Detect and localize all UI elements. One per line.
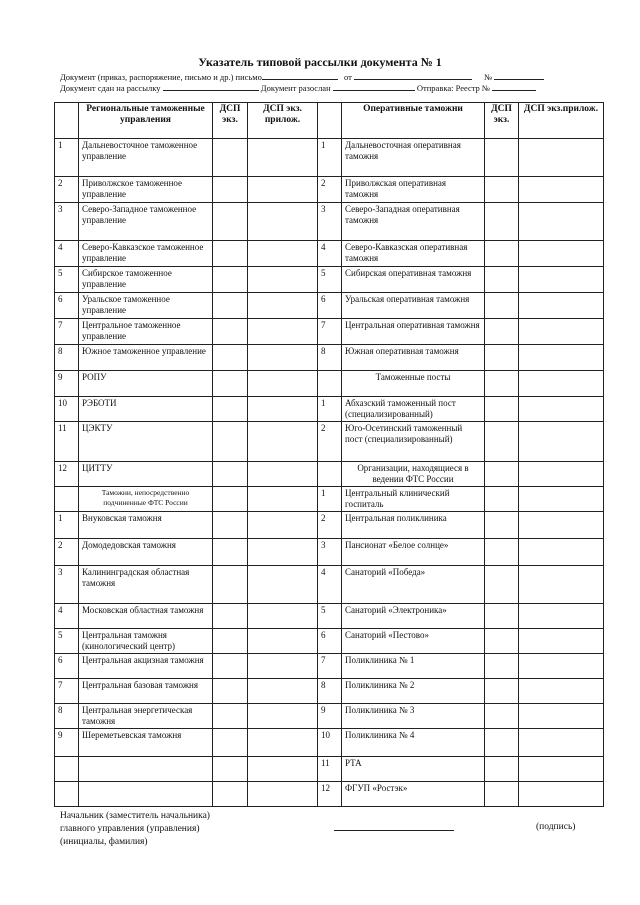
row-number-right: 6 bbox=[318, 629, 342, 654]
row-number-left: 1 bbox=[55, 139, 79, 177]
dsp-copies-left-cell[interactable] bbox=[213, 397, 248, 422]
dsp-attachments-left-cell[interactable] bbox=[248, 604, 318, 629]
number-label: № bbox=[484, 72, 493, 82]
row-number-left: 6 bbox=[55, 293, 79, 319]
row-number-right: 8 bbox=[318, 345, 342, 371]
dsp-copies-left-cell[interactable] bbox=[213, 512, 248, 539]
dsp-attachments-left-cell[interactable] bbox=[248, 539, 318, 566]
dsp-copies-left-cell[interactable] bbox=[213, 757, 248, 782]
dsp-attachments-right-cell[interactable] bbox=[519, 371, 604, 397]
row-number-left: 12 bbox=[55, 462, 79, 487]
distribution-table bbox=[54, 102, 604, 807]
dsp-attachments-left-cell[interactable] bbox=[248, 487, 318, 512]
dsp-copies-right-cell[interactable] bbox=[485, 566, 519, 604]
table-row bbox=[55, 654, 604, 679]
dsp-attachments-left-cell[interactable] bbox=[248, 371, 318, 397]
dsp-attachments-right-cell[interactable] bbox=[519, 203, 604, 241]
dsp-attachments-right-cell[interactable] bbox=[519, 729, 604, 757]
row-number-right: 11 bbox=[318, 757, 342, 782]
operative-office-name: РТА bbox=[342, 757, 485, 782]
table-row bbox=[55, 679, 604, 704]
dsp-copies-left-cell[interactable] bbox=[213, 462, 248, 487]
table-row bbox=[55, 757, 604, 782]
dsp-copies-right-cell[interactable] bbox=[485, 512, 519, 539]
dsp-attachments-right-cell[interactable] bbox=[519, 139, 604, 177]
dsp-copies-right-cell[interactable] bbox=[485, 139, 519, 177]
row-number-right: 4 bbox=[318, 566, 342, 604]
regional-office-name: ЦИТТУ bbox=[79, 462, 213, 487]
dsp-copies-left-cell[interactable] bbox=[213, 782, 248, 807]
dsp-copies-left-cell[interactable] bbox=[213, 704, 248, 729]
regional-office-name: Северо-Кавказское таможенное управление bbox=[79, 241, 213, 267]
table-row bbox=[55, 319, 604, 345]
dsp-attachments-left-cell[interactable] bbox=[248, 267, 318, 293]
header-regional: Региональные таможенные управления bbox=[79, 103, 213, 139]
regional-office-name: Приволжское таможенное управление bbox=[79, 177, 213, 203]
operative-office-name: Поликлиника № 2 bbox=[342, 679, 485, 704]
row-number-left: 4 bbox=[55, 241, 79, 267]
operative-office-name: Уральская оперативная таможня bbox=[342, 293, 485, 319]
dsp-attachments-left-cell[interactable] bbox=[248, 203, 318, 241]
header-num-left bbox=[55, 103, 79, 139]
doc-type-field[interactable] bbox=[262, 71, 338, 80]
regional-office-name: Центральная акцизная таможня bbox=[79, 654, 213, 679]
regional-office-name: Центральная таможня (кинологический центр) bbox=[79, 629, 213, 654]
signature-line[interactable] bbox=[334, 830, 454, 831]
regional-office-name: РОПУ bbox=[79, 371, 213, 397]
dsp-copies-right-cell[interactable] bbox=[485, 241, 519, 267]
dsp-copies-right-cell[interactable] bbox=[485, 679, 519, 704]
header-dsp-ekz-left: ДСП экз. bbox=[213, 103, 248, 139]
regional-office-name: Северо-Западное таможенное управление bbox=[79, 203, 213, 241]
row-number-right: 2 bbox=[318, 512, 342, 539]
row-number-left bbox=[55, 487, 79, 512]
dsp-attachments-right-cell[interactable] bbox=[519, 397, 604, 422]
operative-office-name: Санаторий «Победа» bbox=[342, 566, 485, 604]
dsp-copies-left-cell[interactable] bbox=[213, 422, 248, 462]
row-number-right bbox=[318, 371, 342, 397]
dsp-attachments-right-cell[interactable] bbox=[519, 293, 604, 319]
dsp-copies-left-cell[interactable] bbox=[213, 267, 248, 293]
row-number-right: 4 bbox=[318, 241, 342, 267]
dsp-attachments-right-cell[interactable] bbox=[519, 177, 604, 203]
regional-office-name: Южное таможенное управление bbox=[79, 345, 213, 371]
row-number-right: 9 bbox=[318, 704, 342, 729]
dsp-copies-left-cell[interactable] bbox=[213, 566, 248, 604]
dsp-attachments-left-cell[interactable] bbox=[248, 512, 318, 539]
operative-office-name: Санаторий «Пестово» bbox=[342, 629, 485, 654]
row-number-right: 2 bbox=[318, 177, 342, 203]
dsp-copies-left-cell[interactable] bbox=[213, 241, 248, 267]
dsp-attachments-left-cell[interactable] bbox=[248, 345, 318, 371]
dsp-attachments-left-cell[interactable] bbox=[248, 397, 318, 422]
regional-office-name: Дальневосточное таможенное управление bbox=[79, 139, 213, 177]
dsp-attachments-left-cell[interactable] bbox=[248, 704, 318, 729]
dsp-attachments-right-cell[interactable] bbox=[519, 704, 604, 729]
dsp-copies-right-cell[interactable] bbox=[485, 487, 519, 512]
row-number-right bbox=[318, 462, 342, 487]
dsp-attachments-right-cell[interactable] bbox=[519, 654, 604, 679]
dsp-copies-left-cell[interactable] bbox=[213, 319, 248, 345]
operative-office-name: Поликлиника № 3 bbox=[342, 704, 485, 729]
regional-office-name: Центральное таможенное управление bbox=[79, 319, 213, 345]
table-row bbox=[55, 371, 604, 397]
table-row bbox=[55, 566, 604, 604]
row-number-left: 1 bbox=[55, 512, 79, 539]
regional-office-name: ЦЭКТУ bbox=[79, 422, 213, 462]
operative-office-name: Организации, находящиеся в ведении ФТС России bbox=[342, 462, 485, 487]
row-number-left bbox=[55, 782, 79, 807]
dsp-attachments-left-cell[interactable] bbox=[248, 241, 318, 267]
row-number-left: 6 bbox=[55, 654, 79, 679]
sent-label: Документ сдан на рассылку bbox=[60, 83, 161, 93]
table-row bbox=[55, 604, 604, 629]
signature-label: (подпись) bbox=[536, 822, 576, 832]
table-header-row bbox=[55, 103, 604, 139]
row-number-left: 2 bbox=[55, 539, 79, 566]
operative-office-name: Центральная оперативная таможня bbox=[342, 319, 485, 345]
row-number-right: 1 bbox=[318, 487, 342, 512]
dsp-attachments-right-cell[interactable] bbox=[519, 566, 604, 604]
table-row bbox=[55, 397, 604, 422]
row-number-left: 10 bbox=[55, 397, 79, 422]
regional-office-name bbox=[79, 757, 213, 782]
table-row bbox=[55, 704, 604, 729]
operative-office-name: Северо-Западная оперативная таможня bbox=[342, 203, 485, 241]
dsp-copies-right-cell[interactable] bbox=[485, 462, 519, 487]
dsp-attachments-left-cell[interactable] bbox=[248, 729, 318, 757]
table-row bbox=[55, 139, 604, 177]
dsp-copies-right-cell[interactable] bbox=[485, 371, 519, 397]
operative-office-name: Северо-Кавказская оперативная таможня bbox=[342, 241, 485, 267]
dsp-copies-left-cell[interactable] bbox=[213, 604, 248, 629]
regional-office-name: Домодедовская таможня bbox=[79, 539, 213, 566]
operative-office-name: Пансионат «Белое солнце» bbox=[342, 539, 485, 566]
dsp-copies-right-cell[interactable] bbox=[485, 782, 519, 807]
row-number-left: 11 bbox=[55, 422, 79, 462]
operative-office-name: Поликлиника № 1 bbox=[342, 654, 485, 679]
dsp-attachments-left-cell[interactable] bbox=[248, 319, 318, 345]
dsp-attachments-left-cell[interactable] bbox=[248, 757, 318, 782]
header-line-dispatch bbox=[60, 82, 600, 93]
header-num-right bbox=[318, 103, 342, 139]
shipping-label: Отправка: Реестр № bbox=[416, 83, 491, 93]
operative-office-name: Юго-Осетинский таможенный пост (специализированный) bbox=[342, 422, 485, 462]
dsp-attachments-left-cell[interactable] bbox=[248, 654, 318, 679]
footer-line-3: (инициалы, фамилия) bbox=[60, 837, 148, 847]
dsp-copies-right-cell[interactable] bbox=[485, 177, 519, 203]
operative-office-name: Сибирская оперативная таможня bbox=[342, 267, 485, 293]
dsp-attachments-right-cell[interactable] bbox=[519, 487, 604, 512]
dsp-copies-right-cell[interactable] bbox=[485, 319, 519, 345]
operative-office-name: Дальневосточная оперативная таможня bbox=[342, 139, 485, 177]
row-number-left bbox=[55, 757, 79, 782]
dsp-attachments-right-cell[interactable] bbox=[519, 422, 604, 462]
dsp-attachments-right-cell[interactable] bbox=[519, 539, 604, 566]
dsp-attachments-right-cell[interactable] bbox=[519, 629, 604, 654]
regional-office-name bbox=[79, 782, 213, 807]
dsp-copies-right-cell[interactable] bbox=[485, 397, 519, 422]
row-number-left: 8 bbox=[55, 345, 79, 371]
table-row bbox=[55, 345, 604, 371]
operative-office-name: Поликлиника № 4 bbox=[342, 729, 485, 757]
table-row bbox=[55, 487, 604, 512]
row-number-right: 8 bbox=[318, 679, 342, 704]
table-row bbox=[55, 241, 604, 267]
dsp-attachments-right-cell[interactable] bbox=[519, 241, 604, 267]
dsp-copies-right-cell[interactable] bbox=[485, 539, 519, 566]
table-row bbox=[55, 462, 604, 487]
footer-line-2: главного управления (управления) bbox=[60, 824, 200, 834]
dsp-copies-left-cell[interactable] bbox=[213, 371, 248, 397]
row-number-right: 7 bbox=[318, 654, 342, 679]
row-number-left: 7 bbox=[55, 319, 79, 345]
header-line-document bbox=[60, 71, 600, 82]
dsp-copies-right-cell[interactable] bbox=[485, 604, 519, 629]
dsp-attachments-right-cell[interactable] bbox=[519, 512, 604, 539]
date-field[interactable] bbox=[354, 71, 472, 80]
dsp-attachments-right-cell[interactable] bbox=[519, 319, 604, 345]
dsp-copies-left-cell[interactable] bbox=[213, 654, 248, 679]
dispatched-date-field[interactable] bbox=[333, 82, 415, 91]
table-row bbox=[55, 422, 604, 462]
table-row bbox=[55, 203, 604, 241]
dsp-attachments-left-cell[interactable] bbox=[248, 462, 318, 487]
registry-number-field[interactable] bbox=[492, 82, 536, 91]
header-operative: Оперативные таможни bbox=[342, 103, 485, 139]
table-row bbox=[55, 539, 604, 566]
dsp-copies-left-cell[interactable] bbox=[213, 539, 248, 566]
dsp-attachments-left-cell[interactable] bbox=[248, 293, 318, 319]
from-label: от bbox=[344, 72, 352, 82]
row-number-right: 1 bbox=[318, 139, 342, 177]
dsp-attachments-left-cell[interactable] bbox=[248, 782, 318, 807]
dsp-attachments-right-cell[interactable] bbox=[519, 782, 604, 807]
row-number-right: 3 bbox=[318, 203, 342, 241]
dsp-attachments-left-cell[interactable] bbox=[248, 177, 318, 203]
footer-line-1: Начальник (заместитель начальника) bbox=[60, 811, 210, 821]
row-number-right: 5 bbox=[318, 267, 342, 293]
dsp-attachments-right-cell[interactable] bbox=[519, 679, 604, 704]
table-row bbox=[55, 512, 604, 539]
dsp-copies-right-cell[interactable] bbox=[485, 704, 519, 729]
dsp-copies-left-cell[interactable] bbox=[213, 293, 248, 319]
row-number-right: 6 bbox=[318, 293, 342, 319]
regional-office-name: Внуковская таможня bbox=[79, 512, 213, 539]
row-number-left: 3 bbox=[55, 203, 79, 241]
row-number-left: 2 bbox=[55, 177, 79, 203]
dsp-attachments-left-cell[interactable] bbox=[248, 629, 318, 654]
header-dsp-prilozh-right: ДСП экз.прилож. bbox=[519, 103, 604, 139]
regional-office-name: РЭБОТИ bbox=[79, 397, 213, 422]
table-row bbox=[55, 782, 604, 807]
dsp-copies-right-cell[interactable] bbox=[485, 629, 519, 654]
dsp-copies-right-cell[interactable] bbox=[485, 654, 519, 679]
dsp-copies-left-cell[interactable] bbox=[213, 177, 248, 203]
sent-date-field[interactable] bbox=[163, 82, 259, 91]
row-number-left: 5 bbox=[55, 267, 79, 293]
document-title: Указатель типовой рассылки документа № 1 bbox=[198, 55, 442, 69]
dsp-copies-right-cell[interactable] bbox=[485, 203, 519, 241]
row-number-left: 5 bbox=[55, 629, 79, 654]
row-number-left: 3 bbox=[55, 566, 79, 604]
dsp-attachments-left-cell[interactable] bbox=[248, 566, 318, 604]
dsp-copies-right-cell[interactable] bbox=[485, 422, 519, 462]
row-number-right: 3 bbox=[318, 539, 342, 566]
row-number-right: 5 bbox=[318, 604, 342, 629]
dsp-attachments-right-cell[interactable] bbox=[519, 267, 604, 293]
dsp-attachments-right-cell[interactable] bbox=[519, 604, 604, 629]
operative-office-name: ФГУП «Ростэк» bbox=[342, 782, 485, 807]
table-row bbox=[55, 293, 604, 319]
header-dsp-ekz-right: ДСП экз. bbox=[485, 103, 519, 139]
row-number-right: 10 bbox=[318, 729, 342, 757]
regional-office-name: Центральная базовая таможня bbox=[79, 679, 213, 704]
operative-office-name: Приволжская оперативная таможня bbox=[342, 177, 485, 203]
row-number-left: 4 bbox=[55, 604, 79, 629]
table-row bbox=[55, 267, 604, 293]
operative-office-name: Центральный клинический госпиталь bbox=[342, 487, 485, 512]
dsp-copies-left-cell[interactable] bbox=[213, 629, 248, 654]
table-row bbox=[55, 629, 604, 654]
dsp-copies-left-cell[interactable] bbox=[213, 203, 248, 241]
dsp-copies-left-cell[interactable] bbox=[213, 679, 248, 704]
regional-office-name: Центральная энергетическая таможня bbox=[79, 704, 213, 729]
operative-office-name: Южная оперативная таможня bbox=[342, 345, 485, 371]
dsp-attachments-left-cell[interactable] bbox=[248, 679, 318, 704]
dsp-attachments-left-cell[interactable] bbox=[248, 139, 318, 177]
dsp-attachments-right-cell[interactable] bbox=[519, 345, 604, 371]
dsp-copies-left-cell[interactable] bbox=[213, 139, 248, 177]
regional-office-name: Шереметьевская таможня bbox=[79, 729, 213, 757]
regional-office-name: Московская областная таможня bbox=[79, 604, 213, 629]
row-number-left: 8 bbox=[55, 704, 79, 729]
footer-signatory bbox=[60, 810, 210, 849]
header-dsp-prilozh-left: ДСП экз. прилож. bbox=[248, 103, 318, 139]
regional-office-name: Уральское таможенное управление bbox=[79, 293, 213, 319]
operative-office-name: Санаторий «Электроника» bbox=[342, 604, 485, 629]
operative-office-name: Таможенные посты bbox=[342, 371, 485, 397]
dsp-attachments-right-cell[interactable] bbox=[519, 757, 604, 782]
regional-office-name: Калининградская областная таможня bbox=[79, 566, 213, 604]
dsp-copies-left-cell[interactable] bbox=[213, 487, 248, 512]
dsp-attachments-right-cell[interactable] bbox=[519, 462, 604, 487]
dsp-copies-left-cell[interactable] bbox=[213, 345, 248, 371]
operative-office-name: Абхазский таможенный пост (специализированный) bbox=[342, 397, 485, 422]
regional-office-name: Таможни, непосредственно подчиненные ФТС России bbox=[79, 487, 213, 512]
dsp-copies-left-cell[interactable] bbox=[213, 729, 248, 757]
number-field[interactable] bbox=[494, 71, 544, 80]
row-number-left: 9 bbox=[55, 729, 79, 757]
table-row bbox=[55, 177, 604, 203]
dsp-copies-right-cell[interactable] bbox=[485, 267, 519, 293]
row-number-right: 1 bbox=[318, 397, 342, 422]
table-row bbox=[55, 729, 604, 757]
dsp-copies-right-cell[interactable] bbox=[485, 729, 519, 757]
dsp-copies-right-cell[interactable] bbox=[485, 345, 519, 371]
doc-label: Документ (приказ, распоряжение, письмо и др.) письмо bbox=[60, 72, 262, 82]
row-number-right: 7 bbox=[318, 319, 342, 345]
regional-office-name: Сибирское таможенное управление bbox=[79, 267, 213, 293]
row-number-right: 12 bbox=[318, 782, 342, 807]
dsp-attachments-left-cell[interactable] bbox=[248, 422, 318, 462]
row-number-left: 7 bbox=[55, 679, 79, 704]
dsp-copies-right-cell[interactable] bbox=[485, 757, 519, 782]
row-number-right: 2 bbox=[318, 422, 342, 462]
operative-office-name: Центральная поликлиника bbox=[342, 512, 485, 539]
dispatched-label: Документ разослан bbox=[260, 83, 331, 93]
row-number-left: 9 bbox=[55, 371, 79, 397]
dsp-copies-right-cell[interactable] bbox=[485, 293, 519, 319]
